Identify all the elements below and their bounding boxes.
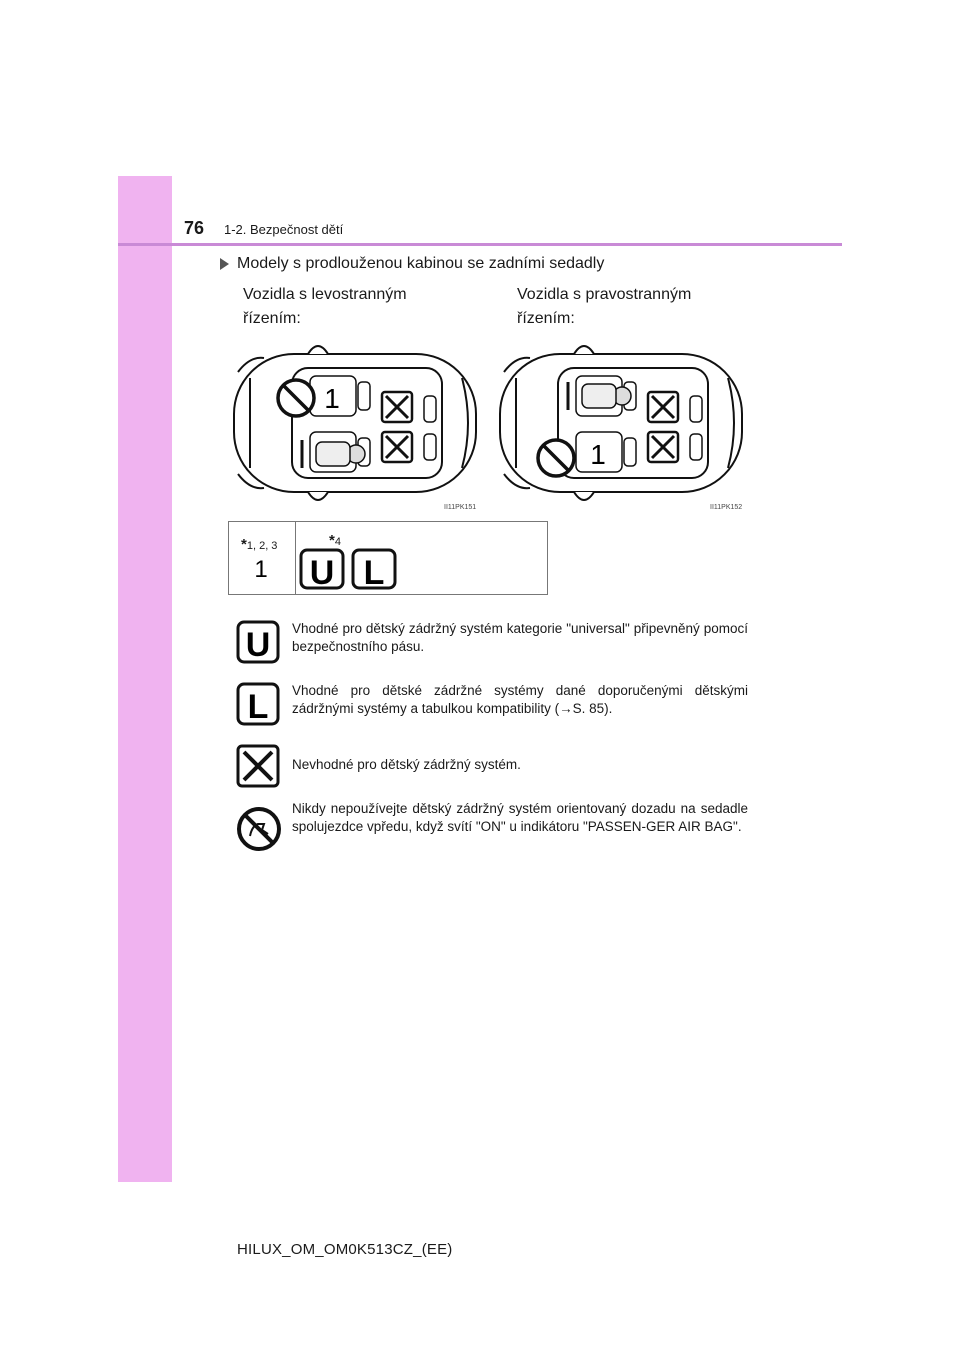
definition-x-text: Nevhodné pro dětský zádržný systém. [292, 757, 521, 772]
l-icon: L [363, 554, 385, 592]
u-icon [236, 620, 280, 664]
caption-lhd-line2: řízením: [243, 310, 301, 327]
rhd-no-rear-facing-icon [538, 440, 574, 476]
l-icon [236, 682, 280, 726]
rhd-seat-number: 1 [590, 439, 606, 470]
footnote-2-text: 4 [334, 536, 341, 548]
rhd-figure-code: II11PK152 [710, 504, 743, 511]
u-icon-letter: U [245, 626, 271, 664]
footnote-2-star: * [329, 532, 335, 549]
legend-table-divider [295, 522, 296, 594]
x-icon [236, 744, 280, 788]
lhd-seat-number: 1 [324, 383, 340, 414]
caption-rhd-line2: řízením: [517, 310, 575, 327]
l-icon-letter: L [247, 688, 269, 726]
rhd-rear-seat-x-icon-2 [648, 432, 678, 462]
caption-lhd [243, 283, 463, 331]
u-icon: U [309, 554, 335, 592]
lhd-no-rear-facing-icon [278, 380, 314, 416]
definition-u-text: Vhodné pro dětský zádržný systém kategorie "universal" připevněný pomocí bezpečnostního pásu. [292, 621, 748, 654]
definition-no-rear-facing-text: Nikdy nepoužívejte dětský zádržný systém orientovaný dozadu na sedadle spolujezdce vpředu, když svítí "ON" u indikátoru "PASSEN-GER AIR BAG". [292, 801, 748, 834]
lhd-car-diagram [230, 338, 480, 508]
rhd-rear-seat-x-icon [648, 392, 678, 422]
rhd-car-diagram [496, 338, 746, 508]
seat-number-symbol [247, 554, 275, 582]
footnote-1 [241, 536, 277, 553]
triangle-bullet-icon [220, 258, 229, 270]
lhd-rear-seat-x-icon [382, 392, 412, 422]
subheading-text: Modely s prodlouženou kabinou se zadními sedadly [237, 255, 605, 272]
seat-number-symbol-text: 1 [254, 556, 268, 582]
footnote-1-text: 1, 2, 3 [246, 540, 278, 552]
document-footer: HILUX_OM_OM0K513CZ_(EE) [237, 1241, 453, 1258]
section-title: 1-2. Bezpečnost dětí [224, 222, 344, 237]
caption-rhd [517, 283, 737, 331]
header-rule [118, 243, 842, 246]
footnote-1-star: * [241, 536, 247, 553]
legend-symbols [299, 546, 399, 592]
lhd-figure-code: II11PK151 [444, 504, 477, 511]
legend-table [228, 521, 548, 595]
sidebar-tab [118, 176, 172, 1182]
subheading [220, 255, 604, 273]
definition-l-text: Vhodné pro dětské zádržné systémy dané doporučenými dětskými zádržnými systémy a tabulkou kompatibility (→S. 85). [292, 683, 748, 716]
caption-rhd-line1: Vozidla s pravostranným [517, 286, 692, 303]
no-rear-facing-seat-icon [236, 806, 282, 852]
lhd-rear-seat-x-icon-2 [382, 432, 412, 462]
caption-lhd-line1: Vozidla s levostranným [243, 286, 407, 303]
page-number: 76 [184, 218, 205, 238]
